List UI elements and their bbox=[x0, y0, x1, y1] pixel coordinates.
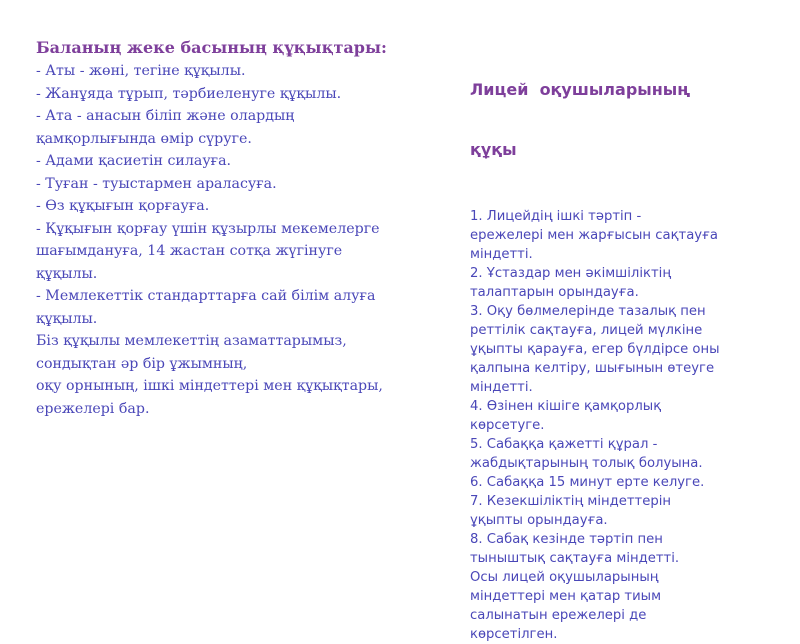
right-text-line: ұқыпты қарауға, егер бүлдірсе оны bbox=[470, 342, 720, 357]
left-text-line: құқылы. bbox=[36, 310, 98, 327]
right-text-line: 2. Ұстаздар мен әкімшіліктің bbox=[470, 266, 672, 281]
right-text-line: міндетті. bbox=[470, 380, 533, 395]
left-heading: Баланың жеке басының құқықтары: bbox=[36, 38, 387, 57]
right-text-line: 4. Өзінен кішіге қамқорлық bbox=[470, 399, 662, 414]
right-text-line: 3. Оқу бөлмелерінде тазалық пен bbox=[470, 304, 706, 319]
right-text-line: реттілік сақтауға, лицей мүлкіне bbox=[470, 323, 703, 338]
right-heading-line: Лицей оқушыларының bbox=[470, 80, 691, 99]
right-text-line: ережелері мен жарғысын сақтауға bbox=[470, 228, 718, 243]
right-column bbox=[470, 40, 770, 644]
right-text-line: 1. Лицейдің ішкі тәртіп - bbox=[470, 209, 642, 224]
right-text-line: тыныштық сақтауға міндетті. bbox=[470, 551, 680, 566]
left-text-line: - Жанұяда тұрып, тәрбиеленуге құқылы. bbox=[36, 85, 342, 102]
right-text-line: 8. Сабақ кезінде тәртіп пен bbox=[470, 532, 663, 547]
left-text-line: сондықтан әр бір ұжымның, bbox=[36, 355, 248, 372]
right-text-line: көрсетілген. bbox=[470, 627, 558, 642]
left-text-line: оқу орнының, ішкі міндеттері мен құқықтары, bbox=[36, 378, 383, 394]
left-text-line: ережелері бар. bbox=[36, 400, 150, 417]
left-text-line: - Өз құқығын қорғауға. bbox=[36, 198, 210, 214]
left-text-line: - Туған - туыстармен араласуға. bbox=[36, 175, 277, 192]
right-text-line: міндеттері мен қатар тиым bbox=[470, 589, 662, 604]
right-text-line: 6. Сабаққа 15 минут ерте келуге. bbox=[470, 475, 705, 490]
left-text-line: - Адами қасиетін силауға. bbox=[36, 153, 232, 169]
right-heading bbox=[470, 40, 770, 200]
right-text-line: ұқыпты орындауға. bbox=[470, 513, 608, 528]
right-text-line: Осы лицей оқушыларының bbox=[470, 570, 659, 585]
left-column bbox=[36, 37, 441, 420]
right-text-line: көрсетуге. bbox=[470, 418, 545, 433]
right-text-line: 5. Сабаққа қажетті құрал - bbox=[470, 437, 658, 452]
left-text-line: - Құқығын қорғау үшін құзырлы мекемелерге bbox=[36, 220, 380, 237]
right-text-line: талаптарын орындауға. bbox=[470, 285, 639, 300]
left-text-line: Біз құқылы мемлекеттің азаматтарымыз, bbox=[36, 333, 347, 349]
right-heading-line: құқы bbox=[470, 140, 517, 159]
right-text-line: міндетті. bbox=[470, 247, 533, 262]
left-text-line: құқылы. bbox=[36, 265, 98, 282]
left-text-line: - Ата - анасын біліп және олардың bbox=[36, 108, 295, 124]
right-text-line: салынатын ережелері де bbox=[470, 608, 647, 623]
right-text-line: 7. Кезекшіліктің міндеттерін bbox=[470, 494, 671, 509]
left-text-line: - Аты - жөні, тегіне құқылы. bbox=[36, 63, 246, 79]
right-text-line: қалпына келтіру, шығынын өтеуге bbox=[470, 361, 715, 376]
left-text-line: - Мемлекеттік стандарттарға сай білім алуға bbox=[36, 288, 376, 304]
left-text-line: қамқорлығында өмір сүруге. bbox=[36, 130, 252, 147]
left-text-line: шағымдануға, 14 жастан сотқа жүгінуге bbox=[36, 243, 343, 259]
right-text-line: жабдықтарының толық болуына. bbox=[470, 456, 703, 471]
